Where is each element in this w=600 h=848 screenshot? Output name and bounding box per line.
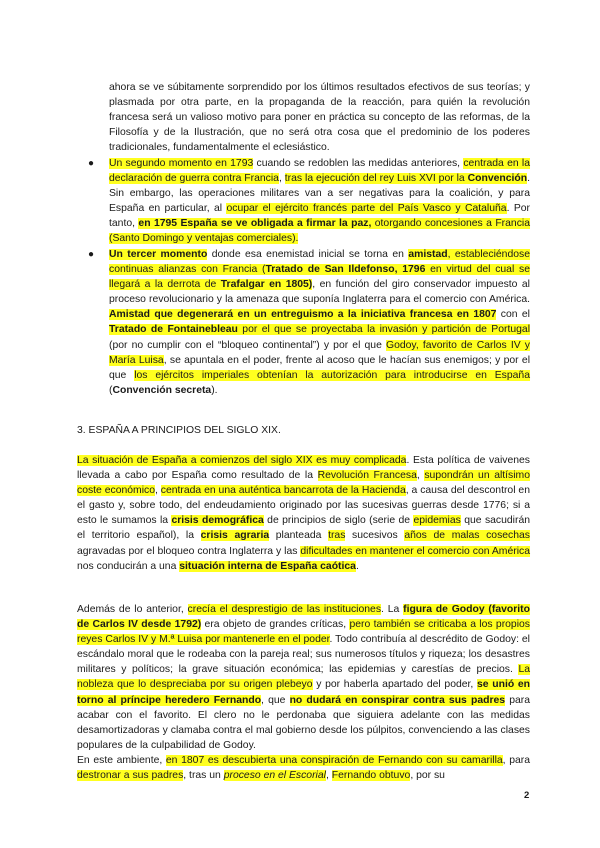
text-run: situación interna de España caótica [179,560,356,572]
text-run: . La [381,604,404,615]
paragraph-escorial [77,753,530,783]
text-run: supondrán un altísimo coste económico [77,470,530,497]
text-run: Trafalgar en 1805) [220,279,313,291]
text-run: Revolución Francesa [317,470,417,482]
paragraph-intro-continuation [109,80,530,155]
text-run: . Por tanto, [109,203,530,230]
text-run: en virtud del cual se llegará a la derrota de [109,264,530,291]
text-run: , estableciéndose continuas alianzas con Francia ( [109,249,530,276]
text-run: pero también se criticaba a los propios reyes Carlos IV y M.ª Luisa por mantenerle en el poder [77,619,530,646]
text-run: , a causa del descontrol en el gasto y, sobre todo, del endeudamiento originado por las sucesivas guerras desde 1776; si a esto le sumamos la [77,485,530,527]
text-run: ( [109,384,113,396]
text-run: Además de lo anterior, [77,604,188,615]
text-run: En este ambiente, [77,755,166,766]
text-run: proceso en el Escorial [223,770,326,782]
text-run: (por no cumplir con el “bloqueo continental”) y por el que [109,339,386,351]
text-run: Un segundo momento en 1793 [109,158,254,169]
paragraph-situation [77,453,530,574]
text-run: . [355,560,359,572]
text-run: donde esa enemistad inicial se torna en [207,249,409,260]
text-run: epidemias [413,515,461,527]
text-run: La situación de España a comienzos del siglo XIX es muy complicada [77,455,407,466]
text-run: ). [211,384,218,396]
text-run: . Esta política de vaivenes llevada a cabo por España como resultado de la [77,455,531,482]
text-run: Godoy, favorito de Carlos IV y María Luisa [109,339,530,366]
text-run: planteada [269,530,329,542]
page-number: 2 [524,790,530,801]
text-run: destronar a sus padres [77,770,184,782]
text-run: años de malas cosechas [404,530,530,542]
text-run: , [278,173,285,185]
text-run: sucesivos [345,530,405,542]
text-run: tras [328,530,346,542]
text-run: , se apuntala en el poder, frente al acoso que le hacían sus enemigos; y por el que [109,354,530,381]
text-run: . Sin embargo, las operaciones militares van a ser negativas para la coalición, y para España en particular, al [109,173,530,215]
text-run: ahora se ve súbitamente sorprendido por los últimos resultados efectivos de sus teorías; y plasmada por otra parte, en la propaganda de la reacción, para quién la revolución francesa será un valioso motivo para poner en práctica su concepto de las reformas, de la Filosofía y de la Ilustración, que no será otra cosa que el predominio de los poderes tradicionales, fundamentalmente el eclesiástico. [109,82,530,154]
text-run: tras la ejecución del rey Luis XVI por la [284,173,468,185]
bullet-item-third-moment [109,247,530,398]
text-run: figura de Godoy (favorito de Carlos IV desde 1792) [77,604,530,631]
text-run: , para [502,755,530,766]
bullet-dot-icon: ● [88,158,95,169]
text-run: , [325,770,332,782]
text-run: , que [261,694,290,706]
text-run: Tratado de Fontainebleau [109,324,238,336]
text-run: dificultades en mantener el comercio con América [300,545,530,557]
text-run: nos conducirán a una [77,560,180,572]
text-run: , en función del giro conservador impuesto al proceso revolucionario y la amenaza que suponía Inglaterra para el comercio con América. [109,279,530,306]
text-run: para acabar con el favorito. El clero no le perdonaba que siguiera adelante con las medidas desamortizadoras y clamaba contra el mal gobierno desde los púlpitos, convenciendo a las clases populares de la culpabilidad de Godoy. [77,694,530,751]
text-run: crecía el desprestigio de las instituciones [187,604,382,615]
text-run: en 1807 es descubierta una conspiración de Fernando con su camarilla [165,755,503,766]
text-run: , [154,485,161,497]
text-run: , por su [410,770,445,782]
text-run: Un tercer momento [109,249,208,260]
text-run: , tras un [183,770,224,782]
text-run: La nobleza que lo despreciaba por su origen plebeyo [77,664,530,691]
text-run: y por haberla apartado del poder, [312,679,478,691]
section-heading: 3. ESPAÑA A PRINCIPIOS DEL SIGLO XIX. [77,425,281,436]
text-run: amistad [408,249,448,260]
text-run: que sacudirán el territorio español), la [77,515,531,542]
text-run: de principios de siglo (serie de [263,515,414,527]
text-run: se unió en torno al príncipe heredero Fernando [77,679,531,706]
text-run: Fernando obtuvo [331,770,411,782]
text-run: , [416,470,425,482]
text-run: no dudará en conspirar contra sus padres [289,694,506,706]
text-run: por el que se proyectaba la invasión y partición de Portugal [237,324,531,336]
text-run: centrada en la declaración de guerra contra Francia [109,158,530,185]
text-run: los ejércitos imperiales obtenían la autorización para introducirse en España [134,369,530,381]
text-run: crisis demográfica [171,515,264,527]
text-run: era objeto de grandes críticas, [201,619,350,631]
text-run: . Todo contribuía al descrédito de Godoy: el escándalo moral que le rodeaba con la pareja real; sus numerosos títulos y riqueza; los desastres militares y políticos; la grave situación económica; las epidemias y carestías de precios. [77,634,530,676]
text-run: con el [496,309,530,321]
text-run: otorgando concesiones a Francia (Santo Domingo y ventajas comerciales). [109,218,530,245]
text-run: ocupar el ejército francés parte del País Vasco y Cataluña [226,203,507,215]
text-run: centrada en una auténtica bancarrota de la Hacienda [160,485,406,497]
text-run: en 1795 España se ve obligada a firmar la paz, [138,218,372,230]
text-run: Convención [467,173,528,185]
paragraph-godoy [77,602,530,753]
text-run: Amistad que degenerará en un entreguismo a la iniciativa francesa en 1807 [109,309,497,321]
text-run: cuando se redoblen las medidas anteriores, [253,158,464,169]
text-run: Convención secreta [112,384,212,396]
text-run: crisis agraria [200,530,270,542]
bullet-dot-icon: ● [88,249,95,260]
text-run: Tratado de San Ildefonso, 1796 [265,264,426,276]
bullet-item-second-moment [109,156,530,247]
text-run: agravadas por el bloqueo contra Inglaterra y las [77,545,301,557]
